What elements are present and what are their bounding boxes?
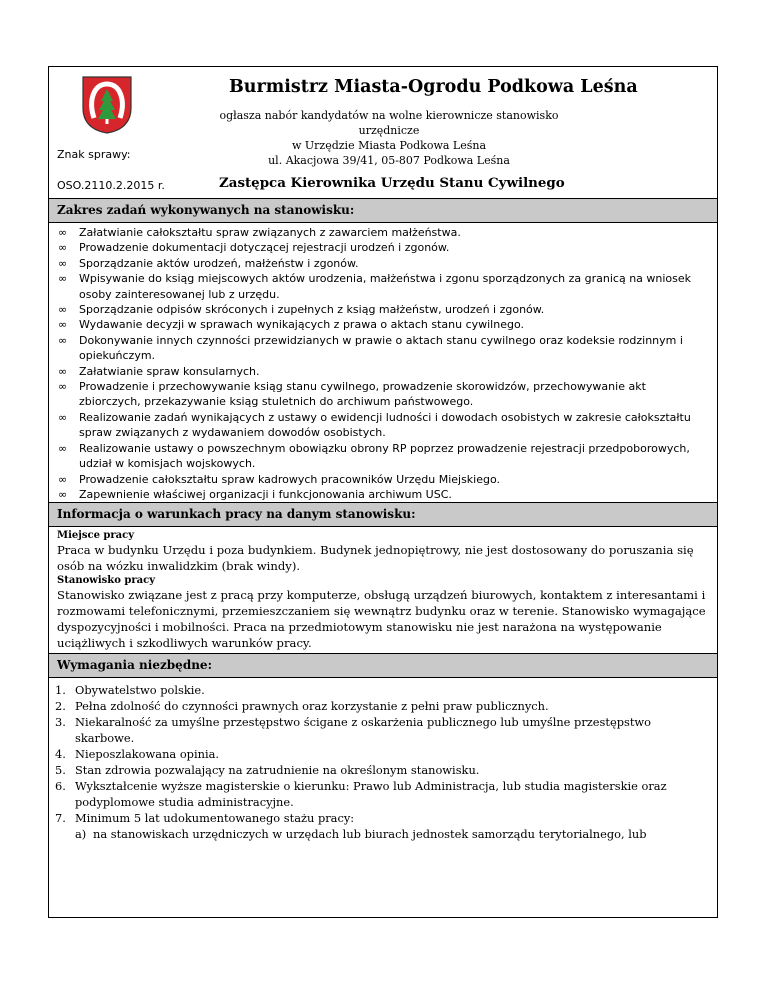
duty-item (49, 379, 717, 410)
requirement-number: 6. (55, 779, 66, 794)
requirement-text: Wykształcenie wyższe magisterskie o kierunku: Prawo lub Administracja, lub studia magisterskie oraz podyplomowe studia administracyjne. (75, 779, 667, 810)
duty-item (49, 333, 717, 364)
requirement-text: Pełna zdolność do czynności prawnych oraz korzystanie z pełni praw publicznych. (75, 699, 549, 714)
duty-text: Prowadzenie dokumentacji dotyczącej rejestracji urodzeń i zgonów. (79, 241, 450, 255)
requirement-number: 3. (55, 715, 66, 730)
subitem-text: na stanowiskach urzędniczych w urzędach lub biurach jednostek samorządu terytorialnego, lub (93, 827, 647, 842)
post-label: Stanowisko pracy (57, 575, 156, 587)
duty-text: Dokonywanie innych czynności przewidzianych w prawie o aktach stanu cywilnego oraz kodeksie rodzinnym i opiekuńczym. (79, 333, 683, 363)
requirements-list (49, 682, 717, 826)
requirement-number: 1. (55, 683, 66, 698)
duty-text: Realizowanie ustawy o powszechnym obowiązku obrony RP poprzez prowadzenie rejestracji przedpoborowych, udział w komisjach wojskowych. (79, 441, 690, 471)
duty-item (49, 441, 717, 472)
requirement-text: Stan zdrowia pozwalający na zatrudnienie na określonym stanowisku. (75, 763, 480, 778)
announcement-subtitle (205, 108, 573, 168)
announcement-frame (48, 66, 718, 918)
duty-item (49, 472, 717, 487)
duty-text: Prowadzenie i przechowywanie ksiąg stanu cywilnego, prowadzenie skorowidzów, przechowywanie akt zbiorczych, przekazywanie ksiąg stuletnich do archiwum państwowego. (79, 380, 646, 409)
bullet-icon: ∞ (58, 380, 68, 394)
header (49, 67, 717, 199)
requirement-item (49, 746, 717, 762)
duty-item (49, 271, 717, 302)
duties-heading: Zakres zadań wykonywanych na stanowisku: (49, 199, 717, 223)
subtitle-line: ogłasza nabór kandydatów na wolne kierownicze stanowisko urzędnicze (219, 109, 559, 137)
case-number-value: OSO.2110.2.2015 r. (57, 179, 165, 192)
duty-text: Wydawanie decyzji w sprawach wynikających z prawa o aktach stanu cywilnego. (79, 318, 524, 332)
requirement-text: Obywatelstwo polskie. (75, 683, 205, 698)
announcement-title: Burmistrz Miasta-Ogrodu Podkowa Leśna (229, 77, 638, 97)
conditions-heading: Informacja o warunkach pracy na danym stanowisku: (49, 502, 717, 527)
bullet-icon: ∞ (58, 241, 68, 255)
bullet-icon: ∞ (58, 318, 68, 332)
requirement-subitem (49, 826, 717, 842)
subtitle-line: ul. Akacjowa 39/41, 05-807 Podkowa Leśna (268, 154, 510, 167)
subitem-letter: a) (75, 827, 87, 842)
requirement-item (49, 810, 717, 826)
requirement-number: 5. (55, 763, 66, 778)
bullet-icon: ∞ (58, 441, 68, 455)
workplace-label: Miejsce pracy (57, 530, 135, 542)
duty-text: Zapewnienie właściwej organizacji i funkcjonowania archiwum USC. (79, 487, 452, 501)
subtitle-line: w Urzędzie Miasta Podkowa Leśna (291, 139, 487, 152)
case-number-label: Znak sprawy: (57, 148, 131, 161)
duty-item (49, 256, 717, 271)
post-text: Stanowisko związane jest z pracą przy komputerze, obsługą urządzeń biurowych, kontaktem z interesantami i rozmowami telefonicznymi, przemieszczaniem się wewnątrz budynku oraz w terenie. Stanowisko wymagające dyspozycyjności i mobilności. Praca na przedmiotowym stanowisku nie jest narażona na występowanie uciążliwych i szkodliwych warunków pracy. (57, 588, 706, 651)
bullet-icon: ∞ (58, 256, 68, 270)
requirement-text: Niekaralność za umyślne przestępstwo ścigane z oskarżenia publicznego lub umyślne przestępstwo skarbowe. (75, 715, 652, 746)
requirement-item (49, 778, 717, 810)
requirement-item (49, 698, 717, 714)
requirement-item (49, 682, 717, 698)
bullet-icon: ∞ (58, 364, 68, 378)
requirement-number: 2. (55, 699, 66, 714)
requirement-text: Nieposzlakowana opinia. (75, 747, 220, 762)
requirement-number: 4. (55, 747, 66, 762)
duty-text: Realizowanie zadań wynikających z ustawy o ewidencji ludności i dowodach osobistych w zakresie całokształtu spraw związanych z wydawaniem dowodów osobistych. (79, 410, 691, 440)
duty-item (49, 240, 717, 255)
bullet-icon: ∞ (58, 226, 68, 239)
duty-item (49, 225, 717, 240)
requirement-item (49, 762, 717, 778)
duty-text: Sporządzanie odpisów skróconych i zupełnych z ksiąg małżeństw, urodzeń i zgonów. (79, 303, 545, 317)
duties-list (49, 225, 717, 502)
bullet-icon: ∞ (58, 487, 68, 501)
requirement-number: 7. (55, 811, 66, 826)
duty-text: Wpisywanie do ksiąg miejscowych aktów urodzenia, małżeństwa i zgonu sporządzonych za granicą na wniosek osoby zainteresowanej lub z urzędu. (79, 272, 692, 301)
position-title: Zastępca Kierownika Urzędu Stanu Cywilnego (219, 175, 565, 191)
requirements-heading: Wymagania niezbędne: (49, 653, 717, 678)
bullet-icon: ∞ (58, 272, 68, 286)
bullet-icon: ∞ (58, 333, 68, 347)
conditions-body (49, 527, 717, 653)
workplace-text: Praca w budynku Urzędu i poza budynkiem. Budynek jednopiętrowy, nie jest dostosowany do poruszania się osób na wózku inwalidzkim (brak windy). (57, 543, 694, 574)
bullet-icon: ∞ (58, 472, 68, 486)
podkowa-lesna-crest-icon (80, 74, 134, 134)
duty-text: Prowadzenie całokształtu spraw kadrowych pracowników Urzędu Miejskiego. (79, 472, 501, 486)
duty-text: Załatwianie całokształtu spraw związanych z zawarciem małżeństwa. (79, 226, 461, 239)
requirement-item (49, 714, 717, 746)
bullet-icon: ∞ (58, 410, 68, 424)
bullet-icon: ∞ (58, 303, 68, 317)
requirements-sublist (49, 826, 717, 842)
duty-item (49, 364, 717, 379)
duty-item (49, 302, 717, 317)
requirement-text: Minimum 5 lat udokumentowanego stażu pracy: (75, 811, 355, 826)
duty-text: Sporządzanie aktów urodzeń, małżeństw i zgonów. (79, 256, 359, 270)
duty-item (49, 317, 717, 332)
duty-text: Załatwianie spraw konsularnych. (79, 364, 260, 378)
duty-item (49, 487, 717, 502)
duty-item (49, 410, 717, 441)
